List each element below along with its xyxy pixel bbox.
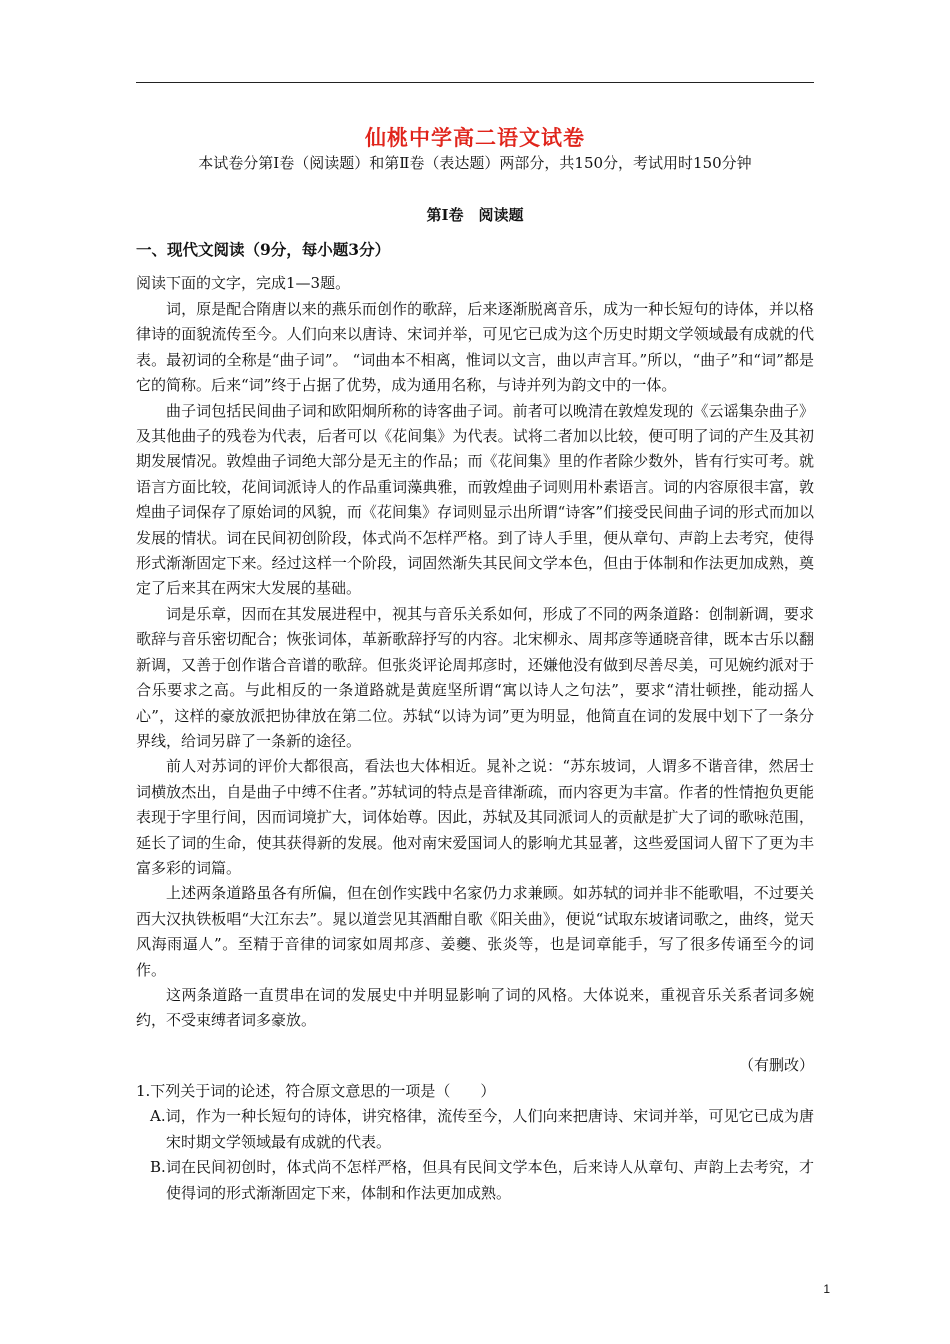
reading-passage: [136, 297, 814, 1034]
part-heading: 第Ⅰ卷 阅读题: [426, 206, 524, 224]
question-1-option-b: B.词在民间初创时，体式尚不怎样严格，但具有民间文学本色，后来诗人从章句、声韵上去考究，才使得词的形式渐渐固定下来，体制和作法更加成熟。: [150, 1158, 814, 1202]
reading-instruction: 阅读下面的文字，完成1—3题。: [136, 274, 351, 292]
passage-paragraph-4: 前人对苏词的评价大都很高，看法也大体相近。晁补之说：“苏东坡词，人谓多不谐音律，然居士词横放杰出，自是曲子中缚不住者。”苏轼词的特点是音律渐疏，而内容更为丰富。作者的性情抱负更能表现于字里行间，因而词境扩大，词体始尊。因此，苏轼及其同派词人的贡献是扩大了词的歌咏范围，延长了词的生命，使其获得新的发展。他对南宋爱国词人的影响尤其显著，这些爱国词人留下了更为丰富多彩的词篇。: [136, 757, 814, 877]
header-rule: [136, 82, 814, 83]
source-note: （有删改）: [738, 1056, 814, 1074]
question-1-stem: 1.下列关于词的论述，符合原文意思的一项是（ ）: [136, 1082, 496, 1100]
passage-paragraph-2: 曲子词包括民间曲子词和欧阳炯所称的诗客曲子词。前者可以晚清在敦煌发现的《云谣集杂曲子》及其他曲子的残卷为代表，后者可以《花间集》为代表。试将二者加以比较，便可明了词的产生及其初期发展情况。敦煌曲子词绝大部分是无主的作品；而《花间集》里的作者除少数外，皆有行实可考。就语言方面比较，花间词派诗人的作品重词藻典雅，而敦煌曲子词则用朴素语言。词的内容原很丰富，敦煌曲子词保存了原始词的风貌，而《花间集》存词则显示出所谓“诗客”们接受民间曲子词的形式而加以发展的情状。词在民间初创阶段，体式尚不怎样严格。到了诗人手里，便从章句、声韵上去考究，使得形式渐渐固定下来。经过这样一个阶段，词固然渐失其民间文学本色，但由于体制和作法更加成熟，奠定了后来其在两宋大发展的基础。: [136, 401, 814, 598]
section-heading: 一、现代文阅读（9分，每小题3分）: [136, 240, 391, 259]
passage-paragraph-1: 词，原是配合隋唐以来的燕乐而创作的歌辞，后来逐渐脱离音乐，成为一种长短句的诗体，并以格律诗的面貌流传至今。人们向来以唐诗、宋词并举，可见它已成为这个历史时期文学领域最有成就的代表。最初词的全称是“曲子词”。 “词曲本不相离，惟词以文言，曲以声言耳。”所以，“曲子”和“词”都是它的简称。后来“词”终于占据了优势，成为通用名称，与诗并列为韵文中的一体。: [136, 300, 814, 395]
exam-subtitle: 本试卷分第Ⅰ卷（阅读题）和第Ⅱ卷（表达题）两部分，共150分，考试用时150分钟: [198, 154, 752, 172]
passage-paragraph-6: 这两条道路一直贯串在词的发展史中并明显影响了词的风格。大体说来，重视音乐关系者词多婉约，不受束缚者词多豪放。: [136, 985, 814, 1030]
question-1: [136, 1079, 814, 1206]
question-1-option-a: A.词，作为一种长短句的诗体，讲究格律，流传至今，人们向来把唐诗、宋词并举，可见它已成为唐宋时期文学领域最有成就的代表。: [150, 1107, 814, 1151]
passage-paragraph-5: 上述两条道路虽各有所偏，但在创作实践中名家仍力求兼顾。如苏轼的词并非不能歌唱，不过要关西大汉执铁板唱“大江东去”。晁以道尝见其酒酣自歌《阳关曲》，便说“试取东坡诸词歌之，曲终，觉天风海雨逼人”。至精于音律的词家如周邦彦、姜夔、张炎等，也是词章能手，写了很多传诵至今的词作。: [136, 884, 814, 979]
page-number: 1: [823, 1282, 830, 1296]
exam-title: 仙桃中学高二语文试卷: [365, 125, 585, 150]
passage-paragraph-3: 词是乐章，因而在其发展进程中，视其与音乐关系如何，形成了不同的两条道路：创制新调，要求歌辞与音乐密切配合；恢张词体，革新歌辞抒写的内容。北宋柳永、周邦彦等通晓音律，既本古乐以翻新调，又善于创作谐合音谱的歌辞。但张炎评论周邦彦时，还嫌他没有做到尽善尽美，可见婉约派对于合乐要求之高。与此相反的一条道路就是黄庭坚所谓“寓以诗人之句法”，要求“清壮顿挫，能动摇人心”，这样的豪放派把协律放在第二位。苏轼“以诗为词”更为明显，他简直在词的发展中划下了一条分界线，给词另辟了一条新的途径。: [136, 604, 814, 750]
